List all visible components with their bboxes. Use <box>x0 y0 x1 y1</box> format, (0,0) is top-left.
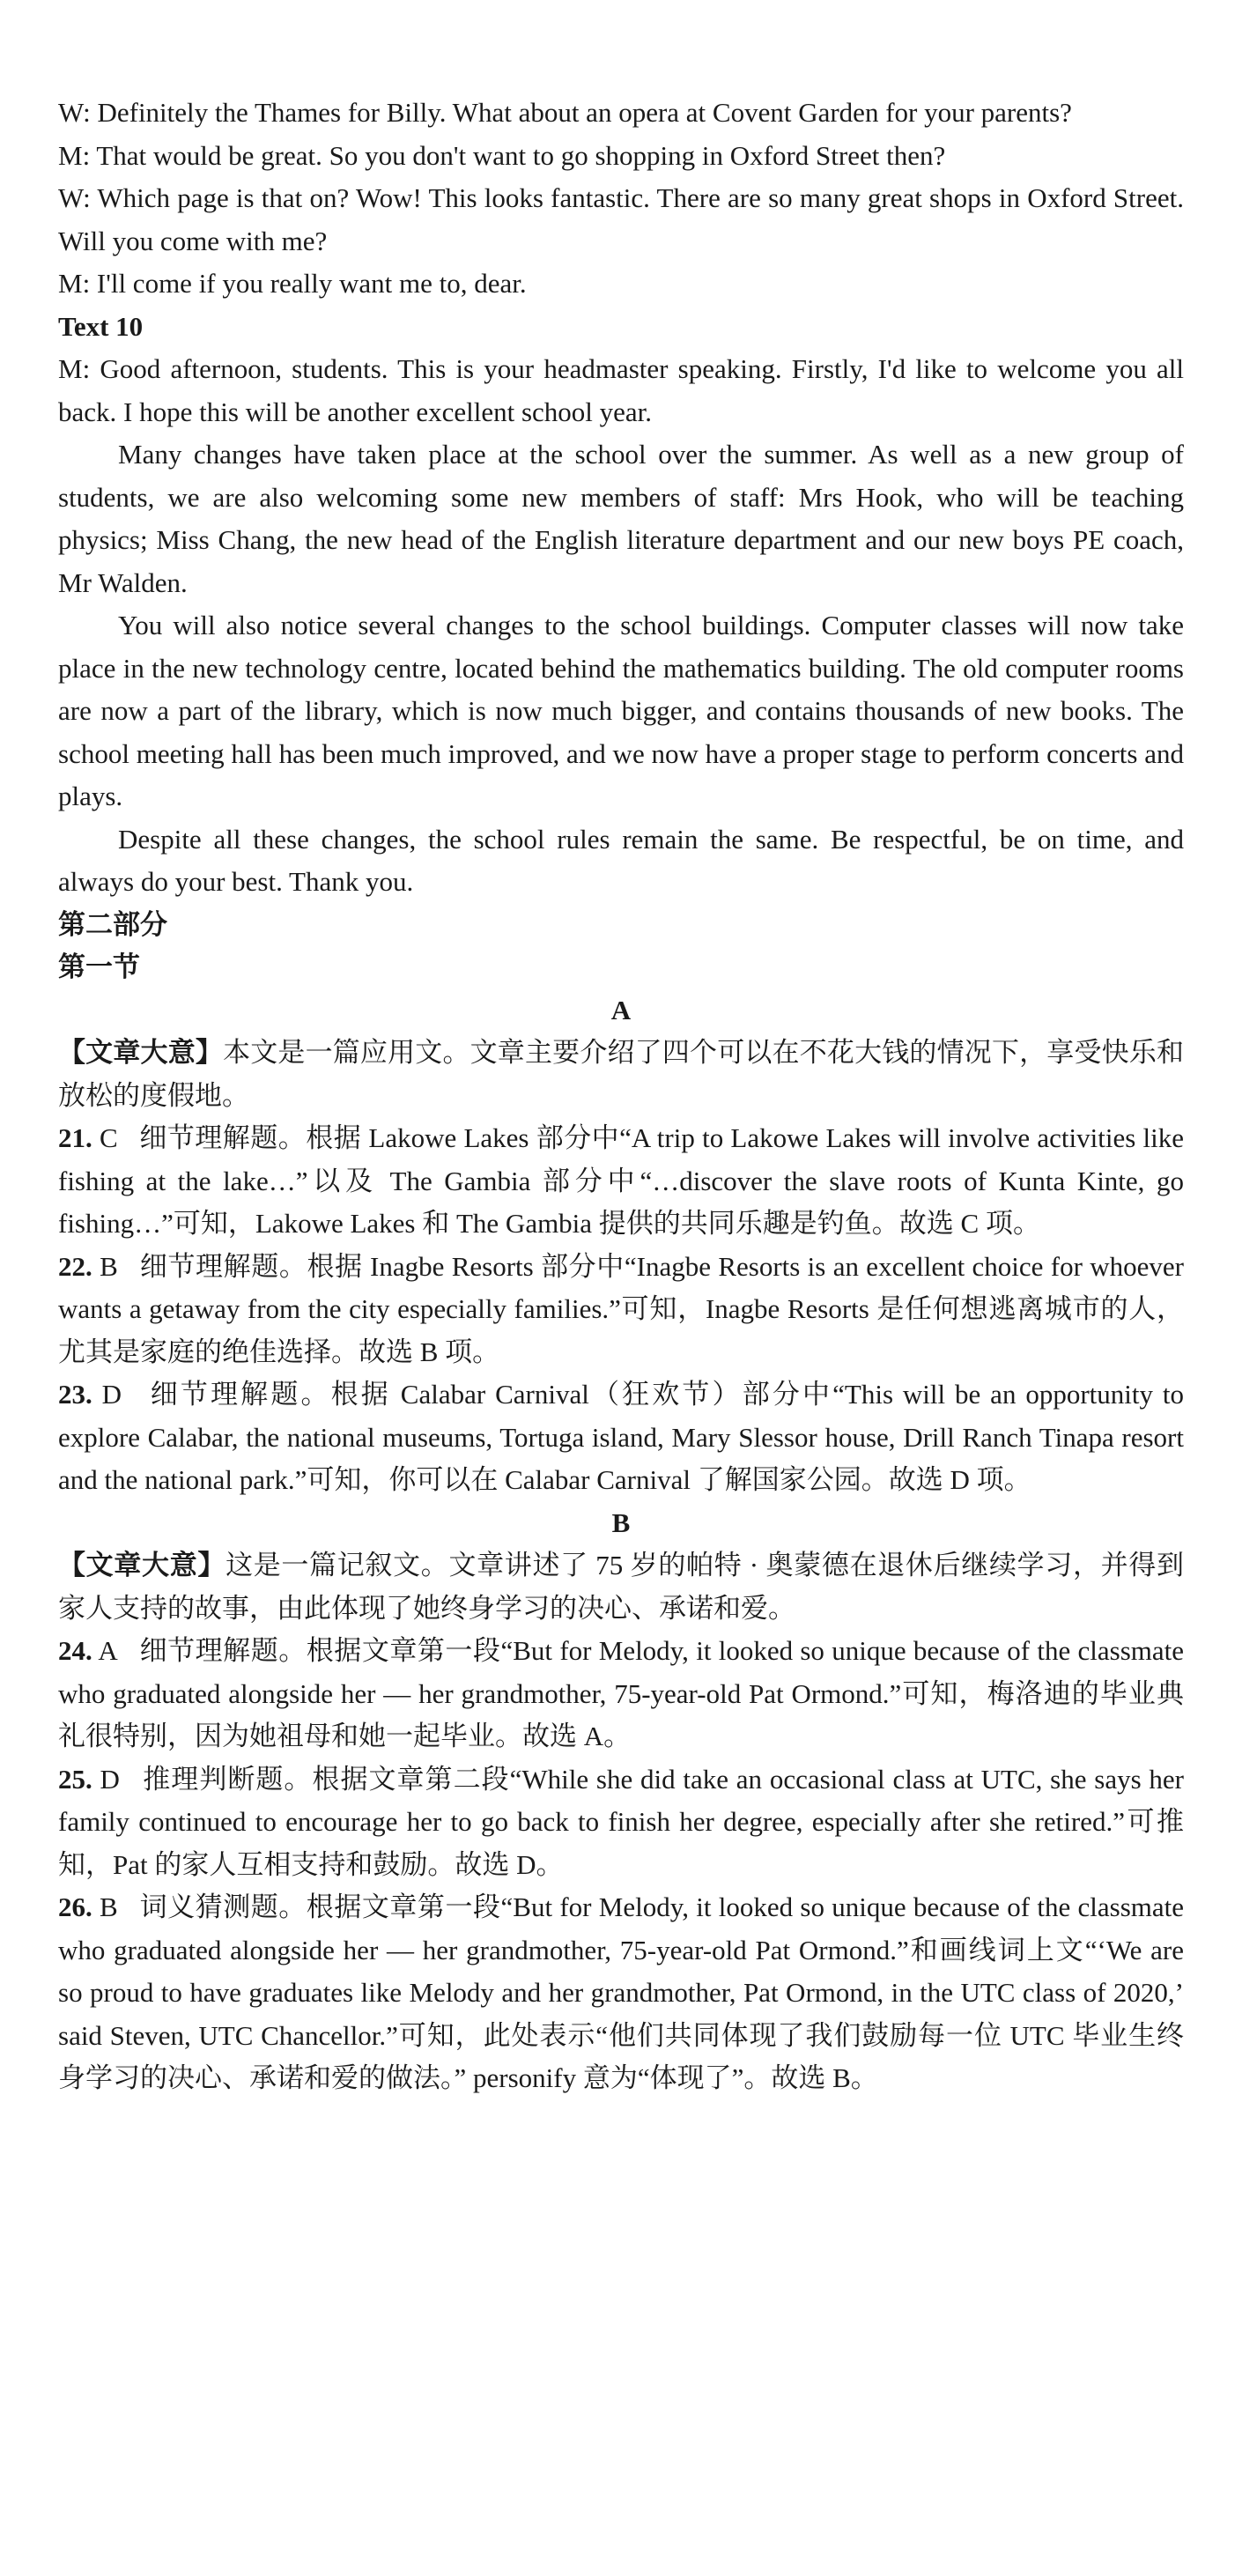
text10-paragraph: Many changes have taken place at the school over the summer. As well as a new group of students, we are also welcoming some new members of staff: Mrs Hook, who will be teaching physics; Miss Chang, the new head of the English literature department and our new boys PE coach, Mr Walden. <box>58 439 1184 598</box>
answer-item <box>58 1373 1184 1502</box>
passage-a-letter: A <box>610 994 632 1025</box>
answer-choice: B <box>100 1250 118 1282</box>
answer-explanation: 词义猜测题。根据文章第一段“But for Melody, it looked so unique because of the classmate who graduated alongside her — her grandmother, 75-year-old Pat Ormond.”和画线词上文“‘We are so proud to have graduates like Melody and her grandmother, Pat Ormond, in the UTC class of 2020,’ said Steven, UTC Chancellor.”可知，此处表示“他们共同体现了我们鼓励每一位 UTC 毕业生终身学习的决心、承诺和爱的做法。” personify 意为“体现了”。故选 B。 <box>58 1891 1185 2093</box>
text10-heading: Text 10 <box>58 310 144 342</box>
text10-intro: M: Good afternoon, students. This is your headmaster speaking. Firstly, I'd like to welcome you all back. I hope this will be another excellent school year. <box>58 353 1184 427</box>
dialogue-line: M: That would be great. So you don't want to go shopping in Oxford Street then? <box>58 139 946 171</box>
passage-b-letter: B <box>611 1506 631 1538</box>
answer-choice: C <box>99 1122 118 1153</box>
text10-paragraph: You will also notice several changes to the school buildings. Computer classes will now take place in the new technology centre, located behind the mathematics building. The old computer rooms are now a part of the library, which is now much bigger, and contains thousands of new books. The school meeting hall has been much improved, and we now have a proper stage to perform concerts and plays. <box>58 610 1184 811</box>
answer-explanation: 细节理解题。根据 Calabar Carnival（狂欢节）部分中“This will be an opportunity to explore Calabar, the national museums, Tortuga island, Mary Slessor house, Drill Ranch Tinapa resort and the national park.”可知，你可以在 Calabar Carnival 了解国家公园。故选 D 项。 <box>58 1379 1185 1495</box>
answer-choice: D <box>100 1763 120 1795</box>
answer-explanation: 细节理解题。根据 Lakowe Lakes 部分中“A trip to Lakowe Lakes will involve activities like fishing at the lake…”以及 The Gambia 部分中“…discover the slave roots of Kunta Kinte, go fishing…”可知，Lakowe Lakes 和 The Gambia 提供的共同乐趣是钓鱼。故选 C 项。 <box>58 1122 1185 1239</box>
dialogue-line: W: Which page is that on? Wow! This looks fantastic. There are so many great shops in Oxford Street. Will you come with me? <box>58 182 1184 256</box>
answer-item <box>58 1117 1184 1246</box>
summary-label: 【文章大意】 <box>58 1037 224 1068</box>
answer-choice: D <box>101 1379 122 1410</box>
answer-explanation: 细节理解题。根据文章第一段“But for Melody, it looked so unique because of the classmate who graduated alongside her — her grandmother, 75-year-old Pat Ormond.”可知，梅洛迪的毕业典礼很特别，因为她祖母和她一起毕业。故选 A。 <box>58 1635 1185 1751</box>
question-number: 21. <box>58 1122 92 1153</box>
text10-paragraph: Despite all these changes, the school rules remain the same. Be respectful, be on time, and always do your best. Thank you. <box>58 823 1184 897</box>
passage-a-summary <box>58 1032 1184 1117</box>
section-title: 第一节 <box>58 951 140 982</box>
answer-choice: A <box>98 1635 118 1666</box>
summary-text: 本文是一篇应用文。文章主要介绍了四个可以在不花大钱的情况下，享受快乐和放松的度假地。 <box>58 1037 1185 1111</box>
summary-label: 【文章大意】 <box>58 1550 226 1580</box>
answer-item <box>58 1246 1184 1374</box>
answer-item <box>58 1630 1184 1758</box>
question-number: 24. <box>58 1635 92 1666</box>
dialogue-line: M: I'll come if you really want me to, dear. <box>58 268 527 299</box>
question-number: 22. <box>58 1250 92 1282</box>
answer-item <box>58 1886 1184 2100</box>
answer-explanation: 推理判断题。根据文章第二段“While she did take an occasional class at UTC, she says her family continued to encourage her to go back to finish her degree, especially after she retired.”可推知，Pat 的家人互相支持和鼓励。故选 D。 <box>58 1763 1185 1880</box>
passage-b-summary <box>58 1544 1184 1630</box>
answer-choice: B <box>100 1891 118 1922</box>
part2-title: 第二部分 <box>58 908 167 940</box>
summary-text: 这是一篇记叙文。文章讲述了 75 岁的帕特 · 奥蒙德在退休后继续学习，并得到家人支持的故事，由此体现了她终身学习的决心、承诺和爱。 <box>58 1550 1185 1624</box>
answer-item <box>58 1758 1184 1887</box>
answer-explanation: 细节理解题。根据 Inagbe Resorts 部分中“Inagbe Resorts is an excellent choice for whoever wants a getaway from the city especially families.”可知，Inagbe Resorts 是任何想逃离城市的人，尤其是家庭的绝佳选择。故选 B 项。 <box>58 1250 1185 1367</box>
question-number: 26. <box>58 1891 92 1922</box>
question-number: 25. <box>58 1763 92 1795</box>
question-number: 23. <box>58 1379 92 1410</box>
dialogue-line: W: Definitely the Thames for Billy. What about an opera at Covent Garden for your parents? <box>58 97 1072 128</box>
